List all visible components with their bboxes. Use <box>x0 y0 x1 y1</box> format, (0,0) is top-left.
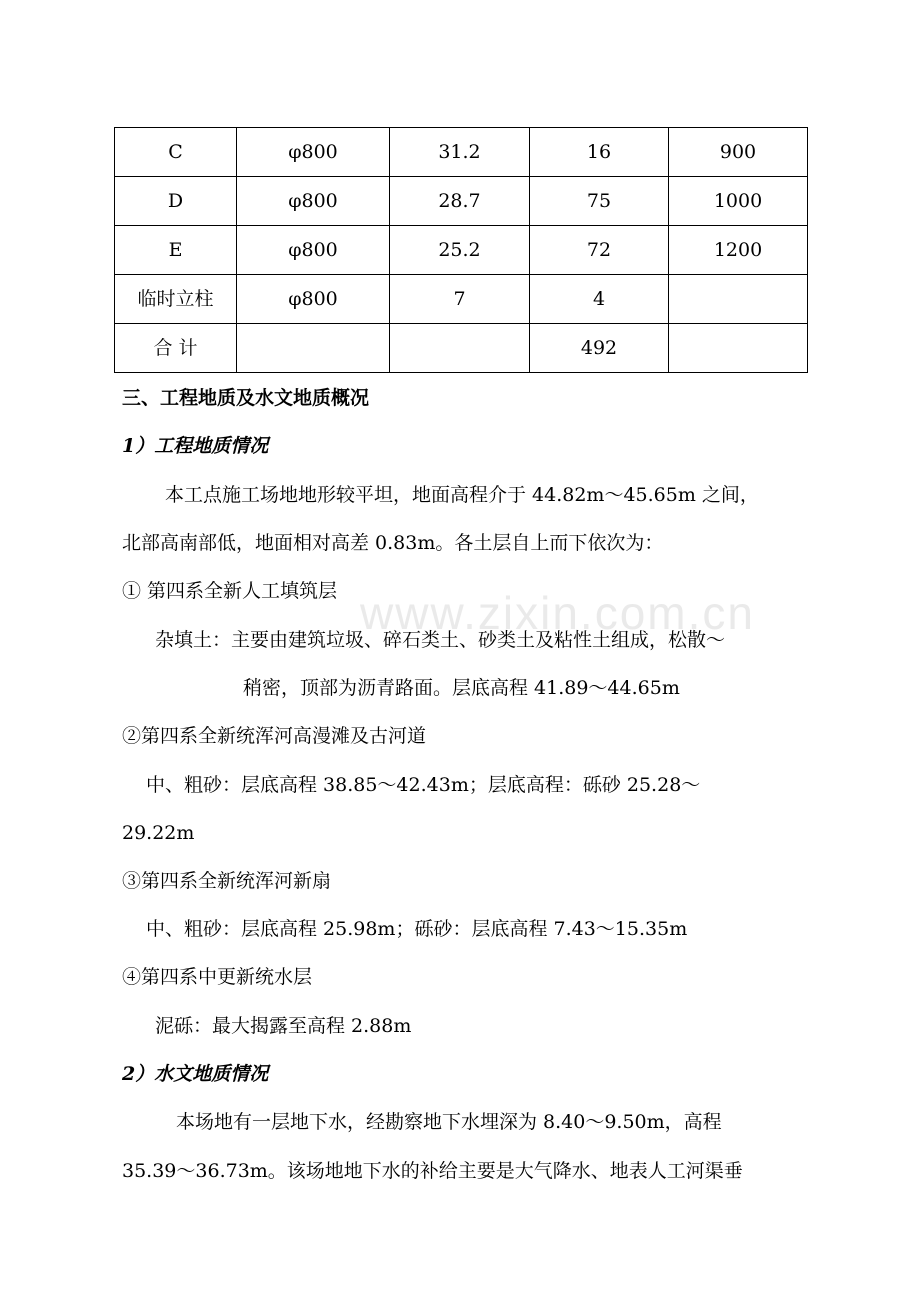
table-cell: 16 <box>530 128 669 177</box>
table-cell: 75 <box>530 177 669 226</box>
layer1-title: ① 第四系全新人工填筑层 <box>122 580 338 602</box>
hydro-line2: 35.39～36.73m。该场地地下水的补给主要是大气降水、地表人工河渠垂 <box>122 1160 743 1182</box>
table-cell: 900 <box>669 128 808 177</box>
layer4-line1: 泥砾：最大揭露至高程 2.88m <box>155 1015 412 1037</box>
geology-intro-line1: 本工点施工场地地形较平坦，地面高程介于 44.82m～45.65m 之间， <box>165 484 759 506</box>
table-cell: 25.2 <box>390 226 530 275</box>
hydro-line1: 本场地有一层地下水，经勘察地下水埋深为 8.40～9.50m，高程 <box>176 1111 722 1133</box>
table-row <box>115 177 808 226</box>
table-row <box>115 226 808 275</box>
layer1-line2: 稍密，顶部为沥青路面。层底高程 41.89～44.65m <box>243 677 680 699</box>
table-cell: 28.7 <box>390 177 530 226</box>
hydro-heading: 2）水文地质情况 <box>122 1063 269 1085</box>
table-cell: φ800 <box>237 128 390 177</box>
section-heading: 三、工程地质及水文地质概况 <box>122 387 370 409</box>
layer2-line2: 29.22m <box>122 822 195 844</box>
table-cell <box>669 324 808 373</box>
layer4-title: ④第四系中更新统水层 <box>122 966 313 988</box>
table-cell: φ800 <box>237 275 390 324</box>
layer2-line1: 中、粗砂：层底高程 38.85～42.43m；层底高程：砾砂 25.28～ <box>146 774 701 796</box>
table-cell: 合 计 <box>115 324 237 373</box>
table-cell <box>237 324 390 373</box>
layer2-title: ②第四系全新统浑河高漫滩及古河道 <box>122 725 427 747</box>
pile-table <box>114 127 808 373</box>
geology-heading: 1）工程地质情况 <box>122 435 269 457</box>
table-cell <box>669 275 808 324</box>
table-cell: 4 <box>530 275 669 324</box>
table-cell: E <box>115 226 237 275</box>
layer3-title: ③第四系全新统浑河新扇 <box>122 870 332 892</box>
table-cell: φ800 <box>237 177 390 226</box>
table-cell: 72 <box>530 226 669 275</box>
table-cell: D <box>115 177 237 226</box>
table-row <box>115 128 808 177</box>
table-cell: 1000 <box>669 177 808 226</box>
table-cell: φ800 <box>237 226 390 275</box>
pile-table-body <box>115 128 808 373</box>
table-cell: C <box>115 128 237 177</box>
layer3-line1: 中、粗砂：层底高程 25.98m；砾砂：层底高程 7.43～15.35m <box>146 918 688 940</box>
layer1-line1: 杂填土：主要由建筑垃圾、碎石类土、砂类土及粘性土组成，松散～ <box>155 629 726 651</box>
watermark: www.zixin.com.cn <box>360 587 755 639</box>
table-cell: 临时立柱 <box>115 275 237 324</box>
table-cell: 492 <box>530 324 669 373</box>
table-row <box>115 324 808 373</box>
table-cell: 7 <box>390 275 530 324</box>
table-row <box>115 275 808 324</box>
table-cell <box>390 324 530 373</box>
table-cell: 31.2 <box>390 128 530 177</box>
geology-intro-line2: 北部高南部低，地面相对高差 0.83m。各土层自上而下依次为： <box>122 532 664 554</box>
table-cell: 1200 <box>669 226 808 275</box>
